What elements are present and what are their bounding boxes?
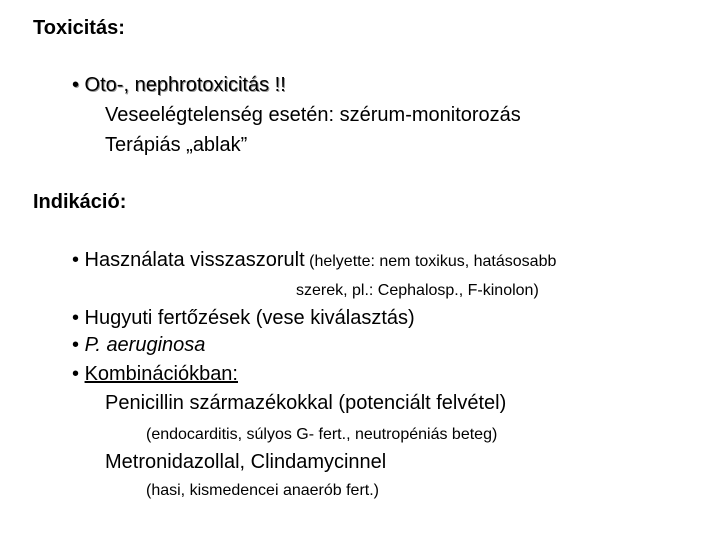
indication-heading: Indikáció: <box>33 191 127 213</box>
usage-note-text: (helyette: nem toxikus, hatásosabb <box>309 253 557 270</box>
usage-declined-item <box>72 249 556 272</box>
toxicity-heading: Toxicitás: <box>33 17 125 39</box>
usage-note-continuation: szerek, pl.: Cephalosp., F-kinolon) <box>296 282 539 299</box>
serum-monitoring-line: Veseelégtelenség esetén: szérum-monitorozás <box>105 104 521 126</box>
penicillin-note: (endocarditis, súlyos G- fert., neutropéniás beteg) <box>146 426 498 443</box>
combination-text: Kombinációkban: <box>84 363 238 385</box>
therapeutic-window-line: Terápiás „ablak” <box>105 134 248 156</box>
aeruginosa-text: P. aeruginosa <box>84 334 206 356</box>
combination-item <box>72 363 238 386</box>
usage-main-text: • Használata visszaszorult <box>72 249 305 271</box>
uti-item: • Hugyuti fertőzések (vese kiválasztás) <box>72 307 415 329</box>
bullet: • <box>72 363 85 385</box>
metronidazole-line: Metronidazollal, Clindamycinnel <box>105 451 387 473</box>
metronidazole-note: (hasi, kismedencei anaerób fert.) <box>146 482 379 499</box>
oto-nephrotoxicity-item: • Oto-, nephrotoxicitás !! <box>72 74 286 96</box>
bullet: • <box>72 334 85 356</box>
penicillin-line: Penicillin származékokkal (potenciált felvétel) <box>105 392 507 414</box>
aeruginosa-item <box>72 334 205 357</box>
